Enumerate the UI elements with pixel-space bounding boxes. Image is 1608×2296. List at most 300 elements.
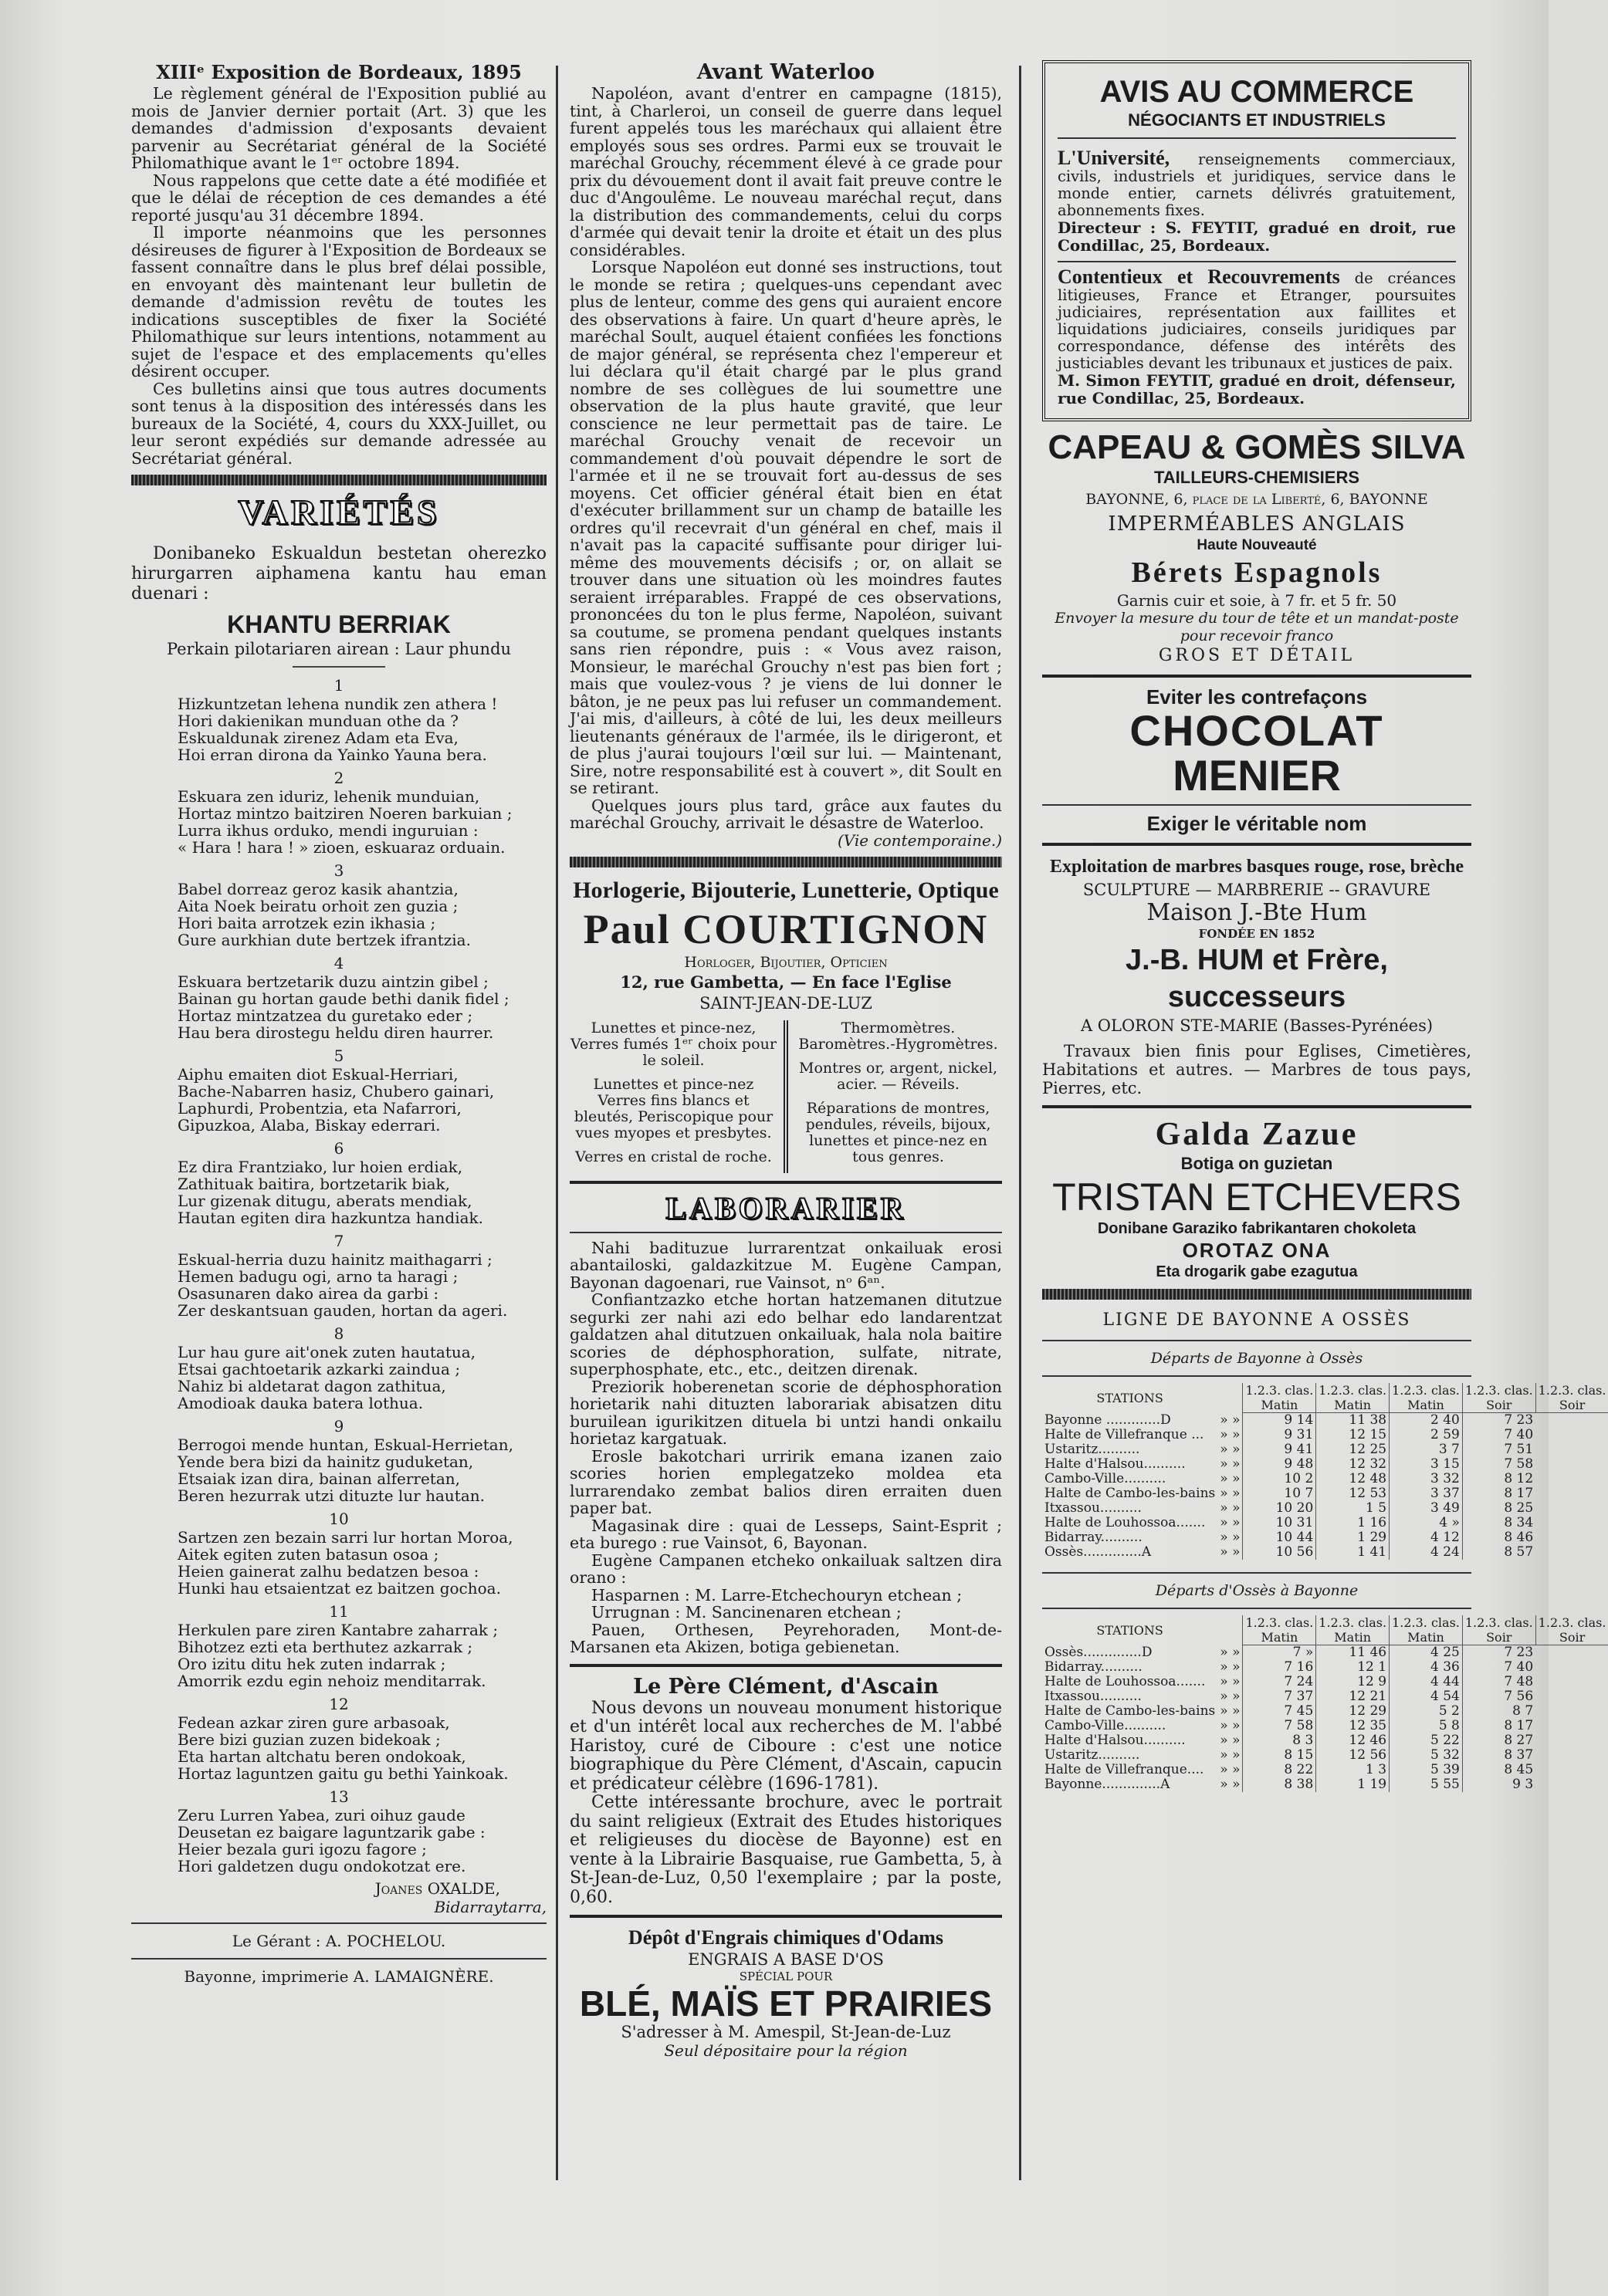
paragraph: Il importe néanmoins que les personnes désireuses de figurer à l'Exposition de Bordeaux se fassent connaître dans le plus bref délai possible, en envoyant dès maintenant leur bulletin de demande d'admission revêtu de toutes les indications susceptibles de fixer la Société Philomathique sur leurs intentions, notamment au sujet de l'espace et des emplacements qu'elles désirent occuper. bbox=[131, 223, 547, 380]
time-cell: » » bbox=[1220, 1456, 1241, 1472]
galda-title: Galda Zazue bbox=[1155, 1117, 1359, 1152]
time-cell: 7 24 bbox=[1243, 1675, 1316, 1689]
time-cell: 1 5 bbox=[1316, 1501, 1390, 1516]
verse-line: Eta hartan altchatu beren ondokoak, bbox=[178, 1747, 466, 1766]
station-name: Ossès..............A bbox=[1044, 1544, 1152, 1560]
station-name: Itxassou.......... bbox=[1044, 1500, 1142, 1516]
time-cell: » » bbox=[1220, 1427, 1241, 1442]
time-cell: 3 15 bbox=[1390, 1457, 1463, 1472]
eta-drogarik: Eta drogarik gabe ezagutua bbox=[1156, 1263, 1358, 1280]
class-header: 1.2.3. clas. bbox=[1390, 1615, 1463, 1630]
time-header: Matin bbox=[1243, 1398, 1316, 1413]
paragraph: Pauen, Orthesen, Peyrehoraden, Mont-de-Marsanen eta Akizen, botiga gebienetan. bbox=[570, 1620, 1002, 1656]
class-header: 1.2.3. clas. bbox=[1316, 1615, 1390, 1630]
horlogerie-item: Verres en cristal de roche. bbox=[575, 1148, 772, 1165]
time-cell: » » bbox=[1220, 1747, 1241, 1763]
verse-line: Beren hezurrak utzi dituzte lur hautan. bbox=[178, 1486, 485, 1505]
verse-line: Amodioak dauka batera lothua. bbox=[178, 1394, 424, 1412]
horlogerie-item: Lunettes et pince-nez, Verres fumés 1ᵉʳ choix pour le soleil. bbox=[570, 1019, 777, 1069]
capeau-address: BAYONNE, 6, place de la Liberté, 6, BAYONNE bbox=[1085, 491, 1428, 508]
time-cell: » » bbox=[1220, 1412, 1241, 1428]
verse-line: Eskualdunak zirenez Adam eta Eva, bbox=[178, 729, 459, 747]
class-header: 1.2.3. clas. bbox=[1243, 1615, 1316, 1630]
timetable-row bbox=[1042, 1486, 1608, 1501]
verse-line: Bainan gu hortan gaude bethi danik fidel ; bbox=[178, 989, 509, 1008]
time-cell: 12 1 bbox=[1316, 1660, 1390, 1675]
time-cell: 10 20 bbox=[1243, 1501, 1316, 1516]
exposition-title: XIIIᵉ Exposition de Bordeaux, 1895 bbox=[156, 61, 522, 83]
timetable-row bbox=[1042, 1733, 1608, 1748]
paragraph: Quelques jours plus tard, grâce aux fautes du maréchal Grouchy, arrivait le désastre de Waterloo. bbox=[570, 796, 1002, 832]
time-cell: 11 46 bbox=[1316, 1645, 1390, 1661]
timetable-row bbox=[1042, 1719, 1608, 1733]
impermeables: IMPERMÉABLES ANGLAIS bbox=[1108, 512, 1406, 536]
verse-line: Lurra ikhus orduko, mendi inguruian : bbox=[178, 821, 479, 840]
verse-line: Hoi erran dirona da Yainko Yauna bera. bbox=[178, 746, 487, 764]
verse-line: Lur hau gure ait'onek zuten hautatua, bbox=[178, 1343, 476, 1361]
rule bbox=[1042, 1340, 1471, 1341]
paragraph: Nahi badituzue lurrarentzat onkailuak erosi abantailoski, galdazkitzue M. Eugène Campan, Bayonan dagoenari, rue Vainsot, nᵒ 6ᵃⁿ. bbox=[570, 1238, 1002, 1292]
paragraph: Cette intéressante brochure, avec le portrait du saint religieux (Extrait des Etudes historiques et religieuses du diocèse de Bayonne) est en vente à la Librairie Basquaise, rue Gambetta, 5, à St-Jean-de-Luz, 0,50 l'exemplaire ; par la poste, 0,60. bbox=[570, 1793, 1002, 1907]
verse-line: Gipuzkoa, Alaba, Biskay ederrari. bbox=[178, 1116, 441, 1134]
class-header: 1.2.3. clas. bbox=[1462, 1615, 1535, 1630]
stanza bbox=[178, 1066, 547, 1134]
time-header: Matin bbox=[1243, 1630, 1316, 1645]
contentieux-block bbox=[1058, 265, 1456, 372]
time-cell: 8 27 bbox=[1462, 1733, 1535, 1748]
class-header: 1.2.3. clas. bbox=[1462, 1383, 1535, 1398]
time-cell: » » bbox=[1220, 1544, 1241, 1560]
timetable-row bbox=[1042, 1763, 1608, 1777]
class-header: 1.2.3. clas. bbox=[1390, 1383, 1463, 1398]
timetable-row bbox=[1042, 1748, 1608, 1763]
time-cell: 8 38 bbox=[1243, 1777, 1316, 1792]
station-name: Ustaritz.......... bbox=[1044, 1747, 1140, 1763]
stanza bbox=[178, 1714, 547, 1782]
timetable-row bbox=[1042, 1457, 1608, 1472]
maison-hum: Maison J.-Bte Hum bbox=[1146, 899, 1367, 926]
paragraph: Le règlement général de l'Exposition publié au mois de Janvier dernier portait (Art. 3) que les demandes d'admission d'exposants devaient parvenir au Secrétariat général de la Société Philomathique avant le 1ᵉʳ octobre 1894. bbox=[131, 84, 547, 172]
verse-line: Heien gainerat zalhu bedatzen besoa : bbox=[178, 1562, 479, 1581]
time-cell: » » bbox=[1220, 1718, 1241, 1733]
laborarier-article bbox=[570, 1239, 1002, 1656]
column-right bbox=[1042, 60, 1606, 2252]
timetable-row bbox=[1042, 1442, 1608, 1457]
printer: Bayonne, imprimerie A. LAMAIGNÈRE. bbox=[184, 1967, 494, 1986]
station-name: Halte de Cambo-les-bains bbox=[1044, 1703, 1216, 1719]
ligne-title: LIGNE DE BAYONNE A OSSÈS bbox=[1102, 1310, 1411, 1330]
time-cell: 7 48 bbox=[1462, 1675, 1535, 1689]
gros-detail: GROS ET DÉTAIL bbox=[1158, 646, 1356, 665]
rule bbox=[1042, 1608, 1471, 1609]
varietes-heading: VARIÉTÉS bbox=[238, 492, 440, 532]
time-cell: 8 17 bbox=[1462, 1719, 1535, 1733]
rule bbox=[570, 1181, 1002, 1184]
time-cell: 12 9 bbox=[1316, 1675, 1390, 1689]
time-cell: 5 22 bbox=[1390, 1733, 1463, 1748]
waterloo-title: Avant Waterloo bbox=[696, 60, 875, 84]
time-cell: » » bbox=[1220, 1689, 1241, 1704]
orotaz: OROTAZ ONA bbox=[1182, 1239, 1332, 1262]
verse-line: Etsaiak izan dira, bainan alferretan, bbox=[178, 1469, 460, 1488]
verse-line: Osasunaren dako airea da garbi : bbox=[178, 1284, 439, 1303]
time-cell: 5 8 bbox=[1390, 1719, 1463, 1733]
paragraph: Preziorik hoberenetan scorie de déphosphoration horietarik nahi dituzten laborariak abisatzen ditu buruilean igurikitzen dituela bi untzi handi onkailu horietaz kargatuak. bbox=[570, 1377, 1002, 1448]
verse-line: Bihotzez ezti eta berthutez azkarrak ; bbox=[178, 1638, 473, 1656]
contentieux-text: de créances litigieuses, France et Etranger, poursuites judiciaires, représentation aux faillites et liquidations judiciaires, conseils juridiques par correspondance, défense des intérêts des justiciables devant les tribunaux et justices de paix. bbox=[1058, 269, 1456, 372]
stanza bbox=[178, 788, 547, 856]
paragraph: Nous rappelons que cette date a été modifiée et que le délai de réception de ces demandes a été reporté jusqu'au 31 décembre 1894. bbox=[131, 171, 547, 225]
time-cell: 8 45 bbox=[1462, 1763, 1535, 1777]
verse-line: Sartzen zen bezain sarri lur hortan Moroa, bbox=[178, 1528, 513, 1547]
timetable-row bbox=[1042, 1777, 1608, 1792]
clement-article bbox=[570, 1699, 1002, 1908]
verse-line: Hemen badugu ogi, arno ta haragi ; bbox=[178, 1267, 459, 1286]
time-cell: » » bbox=[1220, 1762, 1241, 1777]
verse-line: Eskual-herria duzu hainitz maithagarri ; bbox=[178, 1250, 493, 1269]
stations-header: STATIONS bbox=[1096, 1622, 1163, 1638]
rule bbox=[131, 1958, 547, 1960]
time-cell: » » bbox=[1220, 1674, 1241, 1689]
sculpture: SCULPTURE — MARBRERIE -- GRAVURE bbox=[1082, 881, 1431, 899]
horlogerie-sub: Horloger, Bijoutier, Opticien bbox=[684, 953, 888, 971]
horlogerie-right bbox=[788, 1020, 1002, 1173]
time-cell: 1 3 bbox=[1316, 1763, 1390, 1777]
class-header: 1.2.3. clas. bbox=[1535, 1615, 1608, 1630]
time-cell: 3 7 bbox=[1390, 1442, 1463, 1457]
time-cell: 4 24 bbox=[1390, 1545, 1463, 1560]
time-cell: 10 2 bbox=[1243, 1472, 1316, 1486]
time-cell: 8 22 bbox=[1243, 1763, 1316, 1777]
time-cell: 7 23 bbox=[1462, 1645, 1535, 1661]
verse-line: Berrogoi mende huntan, Eskual-Herrietan, bbox=[178, 1435, 513, 1454]
time-cell: 7 58 bbox=[1462, 1457, 1535, 1472]
oloron: A OLORON STE-MARIE (Basses-Pyrénées) bbox=[1080, 1016, 1434, 1035]
avis-title: AVIS AU COMMERCE bbox=[1099, 75, 1414, 109]
horlogerie-item: Montres or, argent, nickel, acier. — Réveils. bbox=[799, 1059, 997, 1093]
waterloo-article bbox=[570, 85, 1002, 832]
time-cell: 7 37 bbox=[1243, 1689, 1316, 1704]
stanza-number: 8 bbox=[333, 1324, 344, 1343]
engrais-title: BLÉ, MAÏS ET PRAIRIES bbox=[579, 1983, 993, 2024]
contentieux-name: Contentieux et Recouvrements bbox=[1058, 265, 1340, 288]
fondee: FONDÉE EN 1852 bbox=[1198, 927, 1315, 941]
station-name: Halte d'Halsou.......... bbox=[1044, 1733, 1186, 1748]
stanza bbox=[178, 1807, 547, 1875]
eviter: Eviter les contrefaçons bbox=[1146, 685, 1368, 708]
timetable-row bbox=[1042, 1413, 1608, 1429]
time-cell: 8 7 bbox=[1462, 1704, 1535, 1719]
timetable-row bbox=[1042, 1704, 1608, 1719]
universite-block bbox=[1058, 147, 1456, 219]
avis-box bbox=[1042, 60, 1471, 421]
verse-line: Hori dakienikan munduan othe da ? bbox=[178, 712, 459, 730]
header-blank bbox=[1217, 1398, 1243, 1413]
timetable-bayonne-osses bbox=[1042, 1383, 1608, 1560]
stanza-number: 6 bbox=[333, 1139, 344, 1158]
timetable-header-row bbox=[1042, 1383, 1608, 1398]
verse-line: Zathituak baitira, bortzetarik biak, bbox=[178, 1175, 451, 1193]
station-name: Bayonne .............D bbox=[1044, 1412, 1171, 1428]
time-header: Matin bbox=[1316, 1398, 1390, 1413]
timetable-row bbox=[1042, 1545, 1608, 1560]
stanza-number: 13 bbox=[329, 1787, 349, 1806]
time-header: Soir bbox=[1535, 1630, 1608, 1645]
station-name: Halte de Villefranque.... bbox=[1044, 1762, 1204, 1777]
verse-line: Hortaz mintzo baitziren Noeren barkuian ; bbox=[178, 804, 513, 823]
verse-line: Hortaz laguntzen gaitu gu bethi Yainkoak. bbox=[178, 1764, 509, 1783]
time-cell: 7 23 bbox=[1462, 1413, 1535, 1429]
paragraph: Nous devons un nouveau monument historique et d'un intérêt local aux recherches de M. l'abbé Haristoy, curé de Ciboure : c'est une notice biographique du Père Clément, d'Ascain, capucin et prédicateur célèbre (1696-1781). bbox=[570, 1698, 1002, 1794]
varietes-intro: Donibaneko Eskualdun bestetan oherezko hirurgarren aiphamena kantu hau eman duenari : bbox=[131, 544, 547, 604]
station-name: Cambo-Ville.......... bbox=[1044, 1471, 1166, 1486]
timetable-row bbox=[1042, 1530, 1608, 1545]
rule bbox=[1042, 843, 1471, 846]
paragraph: Ces bulletins ainsi que tous autres documents sont tenus à la disposition des intéressés dans les bureaux de la Société, 4, cours du XXX-Juillet, ou leur seront expédiés sur demande adressée au Secrétariat général. bbox=[131, 379, 547, 468]
station-name: Bidarray.......... bbox=[1044, 1530, 1143, 1545]
verse-line: Herkulen pare ziren Kantabre zaharrak ; bbox=[178, 1621, 499, 1639]
stanza-number: 4 bbox=[333, 954, 344, 972]
time-cell: 5 55 bbox=[1390, 1777, 1463, 1792]
stanza bbox=[178, 1436, 547, 1504]
contentieux-director: M. Simon FEYTIT, gradué en droit, défenseur, rue Condillac, 25, Bordeaux. bbox=[1058, 371, 1456, 407]
divider-banner bbox=[131, 475, 547, 485]
time-cell: 12 48 bbox=[1316, 1472, 1390, 1486]
time-cell: 4 44 bbox=[1390, 1675, 1463, 1689]
horlogerie-title: Horlogerie, Bijouterie, Lunetterie, Optique bbox=[573, 877, 999, 903]
rule bbox=[1058, 261, 1456, 262]
time-cell: » » bbox=[1220, 1471, 1241, 1486]
engrais-depositaire: Seul dépositaire pour la région bbox=[664, 2041, 908, 2060]
time-cell: 12 35 bbox=[1316, 1719, 1390, 1733]
travaux: Travaux bien finis pour Eglises, Cimetières, Habitations et autres. — Marbres de tous pays, Pierres, etc. bbox=[1042, 1042, 1471, 1097]
time-cell: 7 16 bbox=[1243, 1660, 1316, 1675]
time-cell: » » bbox=[1220, 1644, 1241, 1660]
time-cell: 7 40 bbox=[1462, 1660, 1535, 1675]
donibane: Donibane Garaziko fabrikantaren chokoleta bbox=[1097, 1220, 1417, 1237]
time-cell: 1 41 bbox=[1316, 1545, 1390, 1560]
verse-line: Fedean azkar ziren gure arbasoak, bbox=[178, 1713, 450, 1732]
verse-line: Gure aurkhian dute bertzek ifrantzia. bbox=[178, 931, 471, 949]
time-cell: 12 53 bbox=[1316, 1486, 1390, 1501]
time-cell: 8 34 bbox=[1462, 1516, 1535, 1530]
verse-line: Nahiz bi aldetarat dagon zathitua, bbox=[178, 1377, 446, 1395]
timetable-row bbox=[1042, 1472, 1608, 1486]
rule bbox=[570, 1664, 1002, 1667]
verse-line: Aiphu emaiten diot Eskual-Herriari, bbox=[178, 1065, 459, 1084]
time-cell: 10 31 bbox=[1243, 1516, 1316, 1530]
stanza-number: 12 bbox=[329, 1695, 349, 1713]
time-cell: 9 48 bbox=[1243, 1457, 1316, 1472]
gerant: Le Gérant : A. POCHELOU. bbox=[232, 1932, 446, 1950]
horlogerie-address: 12, rue Gambetta, — En face l'Eglise bbox=[620, 972, 952, 992]
verse-line: Oro izitu ditu hek zuten indarrak ; bbox=[178, 1655, 446, 1673]
time-cell: 12 29 bbox=[1316, 1704, 1390, 1719]
header-blank bbox=[1217, 1383, 1243, 1398]
stanza-number: 9 bbox=[333, 1417, 344, 1435]
stanza-number: 5 bbox=[333, 1047, 344, 1065]
verse-line: Aitek egiten zuten batasun osoa ; bbox=[178, 1545, 439, 1564]
time-cell: 9 41 bbox=[1243, 1442, 1316, 1457]
time-cell: 8 37 bbox=[1462, 1748, 1535, 1763]
time-cell: 8 25 bbox=[1462, 1501, 1535, 1516]
time-cell: 12 32 bbox=[1316, 1457, 1390, 1472]
universite-name: L'Université, bbox=[1058, 147, 1170, 169]
berets-title: Bérets Espagnols bbox=[1131, 556, 1383, 589]
hum-title: J.-B. HUM et Frère, successeurs bbox=[1126, 944, 1388, 1013]
timetable-row bbox=[1042, 1675, 1608, 1689]
header-blank bbox=[1217, 1615, 1243, 1630]
berets-price: Garnis cuir et soie, à 7 fr. et 5 fr. 50 bbox=[1116, 591, 1397, 610]
rule bbox=[1058, 137, 1456, 139]
station-name: Bidarray.......... bbox=[1044, 1659, 1143, 1675]
time-cell: 10 56 bbox=[1243, 1545, 1316, 1560]
time-cell: 7 58 bbox=[1243, 1719, 1316, 1733]
paragraph: Napoléon, avant d'entrer en campagne (1815), tint, à Charleroi, un conseil de guerre dans lequel furent appelés tous les maréchaux qui allaient être employés sous ses ordres. Parmi eux se trouvait le maréchal Grouchy, récemment élevé à ce grade pour prix du dévouement dont il avait fait preuve contre le duc d'Angoulême. Le nouveau maréchal reçut, dans la distribution des commandements, celui du corps d'armée qui devait tenir la droite et était un des plus considérables. bbox=[570, 84, 1002, 259]
class-header: 1.2.3. clas. bbox=[1243, 1383, 1316, 1398]
time-cell: 5 32 bbox=[1390, 1748, 1463, 1763]
stanza-number: 1 bbox=[333, 676, 344, 695]
stanza bbox=[178, 881, 547, 948]
verse-line: Laphurdi, Probentzia, eta Nafarrori, bbox=[178, 1099, 462, 1118]
time-cell: 7 45 bbox=[1243, 1704, 1316, 1719]
verse-line: Bere bizi guzian zuzen bidekoak ; bbox=[178, 1730, 441, 1749]
departs-osses: Départs d'Ossès à Bayonne bbox=[1155, 1582, 1359, 1599]
verse-line: Eskuara zen iduriz, lehenik munduian, bbox=[178, 787, 480, 806]
berets-envoyer: Envoyer la mesure du tour de tête et un mandat-poste pour recevoir franco bbox=[1055, 610, 1459, 644]
time-cell: 1 19 bbox=[1316, 1777, 1390, 1792]
time-cell: » » bbox=[1220, 1777, 1241, 1792]
time-cell: 1 16 bbox=[1316, 1516, 1390, 1530]
time-cell: » » bbox=[1220, 1659, 1241, 1675]
time-cell: » » bbox=[1220, 1442, 1241, 1457]
stanza bbox=[178, 1529, 547, 1597]
time-cell: 7 51 bbox=[1462, 1442, 1535, 1457]
engrais-contact: S'adresser à M. Amespil, St-Jean-de-Luz bbox=[621, 2023, 951, 2041]
verse-line: Hortaz mintzatzea du guretako eder ; bbox=[178, 1006, 473, 1025]
time-cell: » » bbox=[1220, 1500, 1241, 1516]
time-cell: 10 44 bbox=[1243, 1530, 1316, 1545]
time-cell: 8 57 bbox=[1462, 1545, 1535, 1560]
paragraph: Erosle bakotchari urririk emana izanen zaio scories horien emplegatzeko moldea eta lurrarendako zembat balios diren erraiten duen paper bat. bbox=[570, 1446, 1002, 1517]
verse-line: Bache-Nabarren hasiz, Chubero gainari, bbox=[178, 1082, 495, 1101]
stanza-number: 3 bbox=[333, 861, 344, 880]
time-cell: 12 21 bbox=[1316, 1689, 1390, 1704]
divider-banner bbox=[570, 857, 1002, 867]
haute-nouveaute: Haute Nouveauté bbox=[1197, 537, 1317, 553]
paragraph: Confiantzazko etche hortan hatzemanen ditutzue segurki zer nahi azi edo belhar edo landarentzat galdatzen ahal ditutzuen onkailuak, hala nola baitire scories de déphosphoration, sulfate, nitrate, superphosphate, etc., etc., deitzen direnak. bbox=[570, 1290, 1002, 1378]
time-cell: 3 37 bbox=[1390, 1486, 1463, 1501]
universite-director: Directeur : S. FEYTIT, gradué en droit, rue Condillac, 25, Bordeaux. bbox=[1058, 218, 1456, 255]
chocolat-title: CHOCOLAT bbox=[1129, 706, 1384, 755]
rule bbox=[570, 1232, 1002, 1233]
timetable-row bbox=[1042, 1428, 1608, 1442]
verse-line: Deusetan ez baigare laguntzarik gabe : bbox=[178, 1823, 486, 1841]
column-rule bbox=[556, 66, 558, 2180]
verse-line: « Hara ! hara ! » zioen, eskuaraz orduain. bbox=[178, 838, 506, 857]
verse-line: Hau bera dirostegu heldu diren haurrer. bbox=[178, 1023, 494, 1042]
stations-header: STATIONS bbox=[1096, 1390, 1163, 1405]
avis-subtitle: NÉGOCIANTS ET INDUSTRIELS bbox=[1128, 110, 1386, 130]
verse-line: Etsai gachtoetarik azkarki zaindua ; bbox=[178, 1360, 461, 1378]
capeau-subtitle: TAILLEURS-CHEMISIERS bbox=[1153, 468, 1360, 487]
time-cell: » » bbox=[1220, 1703, 1241, 1719]
verse-line: Hunki hau etsaientzat ez baitzen gochoa. bbox=[178, 1579, 501, 1598]
time-cell: 2 59 bbox=[1390, 1428, 1463, 1442]
timetable-row bbox=[1042, 1660, 1608, 1675]
time-cell: 8 15 bbox=[1243, 1748, 1316, 1763]
time-cell: 4 25 bbox=[1390, 1645, 1463, 1661]
timetable-row bbox=[1042, 1689, 1608, 1704]
stanza bbox=[178, 1251, 547, 1319]
time-cell: 4 » bbox=[1390, 1516, 1463, 1530]
rule bbox=[570, 1915, 1002, 1918]
horlogerie-left bbox=[570, 1020, 788, 1173]
verse-line: Lur gizenak ditugu, aberats mendiak, bbox=[178, 1192, 472, 1210]
horlogerie-item: Lunettes et pince-nez Verres fins blancs et bleutés, Periscopique pour vues myopes et presbytes. bbox=[574, 1075, 774, 1141]
time-cell: 4 54 bbox=[1390, 1689, 1463, 1704]
time-cell: 9 3 bbox=[1462, 1777, 1535, 1792]
short-rule bbox=[293, 666, 385, 668]
divider-banner bbox=[1042, 1289, 1471, 1300]
horlogerie-item: Thermomètres. Baromètres.-Hygromètres. bbox=[798, 1019, 998, 1053]
horlogerie-name: Paul COURTIGNON bbox=[583, 905, 989, 952]
tristan-title: TRISTAN ETCHEVERS bbox=[1052, 1175, 1461, 1219]
author-name: Joanes OXALDE, bbox=[374, 1879, 500, 1898]
rule bbox=[1042, 675, 1471, 678]
marbres: Exploitation de marbres basques rouge, rose, brèche bbox=[1049, 857, 1464, 877]
time-header: Soir bbox=[1535, 1398, 1608, 1413]
verse-line: Zer deskantsuan gauden, hortan da ageri. bbox=[178, 1301, 508, 1320]
stanza bbox=[178, 695, 547, 763]
time-cell: 4 12 bbox=[1390, 1530, 1463, 1545]
song-title: KHANTU BERRIAK bbox=[227, 610, 451, 638]
song-subtitle: Perkain pilotariaren airean : Laur phundu bbox=[166, 640, 512, 658]
time-cell: » » bbox=[1220, 1515, 1241, 1530]
verse-line: Hori baita arrotzek ezin ikhasia ; bbox=[178, 914, 436, 932]
time-cell: » » bbox=[1220, 1530, 1241, 1545]
station-name: Ustaritz.......... bbox=[1044, 1442, 1140, 1457]
paragraph: Magasinak dire : quai de Lesseps, Saint-Esprit ; eta burego : rue Vainsot, 6, Bayonan. bbox=[570, 1516, 1002, 1552]
rule bbox=[1042, 1572, 1471, 1574]
time-cell: 9 14 bbox=[1243, 1413, 1316, 1429]
timetable-row bbox=[1042, 1645, 1608, 1661]
timetable-row bbox=[1042, 1516, 1608, 1530]
stanza-number: 11 bbox=[329, 1602, 349, 1621]
exposition-article bbox=[131, 85, 547, 467]
time-cell: 7 » bbox=[1243, 1645, 1316, 1661]
time-cell: 11 38 bbox=[1316, 1413, 1390, 1429]
stanza bbox=[178, 1621, 547, 1689]
time-cell: 7 56 bbox=[1462, 1689, 1535, 1704]
time-cell: 2 40 bbox=[1390, 1413, 1463, 1429]
timetable-osses-bayonne bbox=[1042, 1615, 1608, 1792]
station-name: Halte d'Halsou.......... bbox=[1044, 1456, 1186, 1472]
station-name: Halte de Louhossoa....... bbox=[1044, 1515, 1206, 1530]
paragraph: Lorsque Napoléon eut donné ses instructions, tout le monde se retira ; quelques-uns cependant avec plus de lenteur, comme des gens qui auraient encore des observations à faire. Un quart d'heure après, le maréchal Soult, auquel étaient confiées les fonctions de major général, se représenta chez l'empereur et lui déclara qu'il était chargé par le plus grand nombre de ses collègues de lui soumettre une observation de la plus haute gravité, que leur conscience ne leur permettait pas de taire. Le maréchal Grouchy venait de recevoir un commandement d'où pouvait dépendre le sort de l'armée et il ne se trouvait fort au-dessus de ses moyens. Cet officier général était bien en état d'exécuter brillamment sur un champ de bataille les ordres qu'il recevrait d'un général en chef, mais il n'avait pas la capacité suffisante pour diriger lui-même des mouvements décisifs ; or, on allait se trouver dans une situation où les moindres fautes seraient irréparables. Frappé de ces observations, prononcées du ton le plus ferme, Napoléon, suivant sa coutume, se promena pendant quelques instants sans rien répondre, puis : « Vous avez raison, Monsieur, le maréchal Grouchy n'est pas bien fort ; mais que voulez-vous ? je viens de lui donner le bâton, je ne peux pas lui refuser un commandement. J'ai mis, d'ailleurs, à côté de lui, les deux meilleurs lieutenants généraux de l'armée, ils le dirigeront, et de plus j'aurai toujours l'œil sur lui. — Maintenant, Sire, notre responsabilité est à couvert », dit Soult en se retirant. bbox=[570, 258, 1002, 797]
time-header: Matin bbox=[1316, 1630, 1390, 1645]
rule bbox=[1042, 804, 1471, 806]
exiger: Exiger le véritable nom bbox=[1146, 812, 1367, 835]
time-cell: 10 7 bbox=[1243, 1486, 1316, 1501]
time-cell: 4 36 bbox=[1390, 1660, 1463, 1675]
clement-title: Le Père Clément, d'Ascain bbox=[633, 1674, 939, 1699]
paragraph: Hasparnen : M. Larre-Etchechouryn etchean ; bbox=[591, 1585, 963, 1604]
time-header: Matin bbox=[1390, 1630, 1463, 1645]
verse-line: Amorrik ezdu egin nehoiz menditarrak. bbox=[178, 1672, 486, 1690]
horlogerie-city: SAINT-JEAN-DE-LUZ bbox=[699, 993, 872, 1013]
class-header: 1.2.3. clas. bbox=[1535, 1383, 1608, 1398]
